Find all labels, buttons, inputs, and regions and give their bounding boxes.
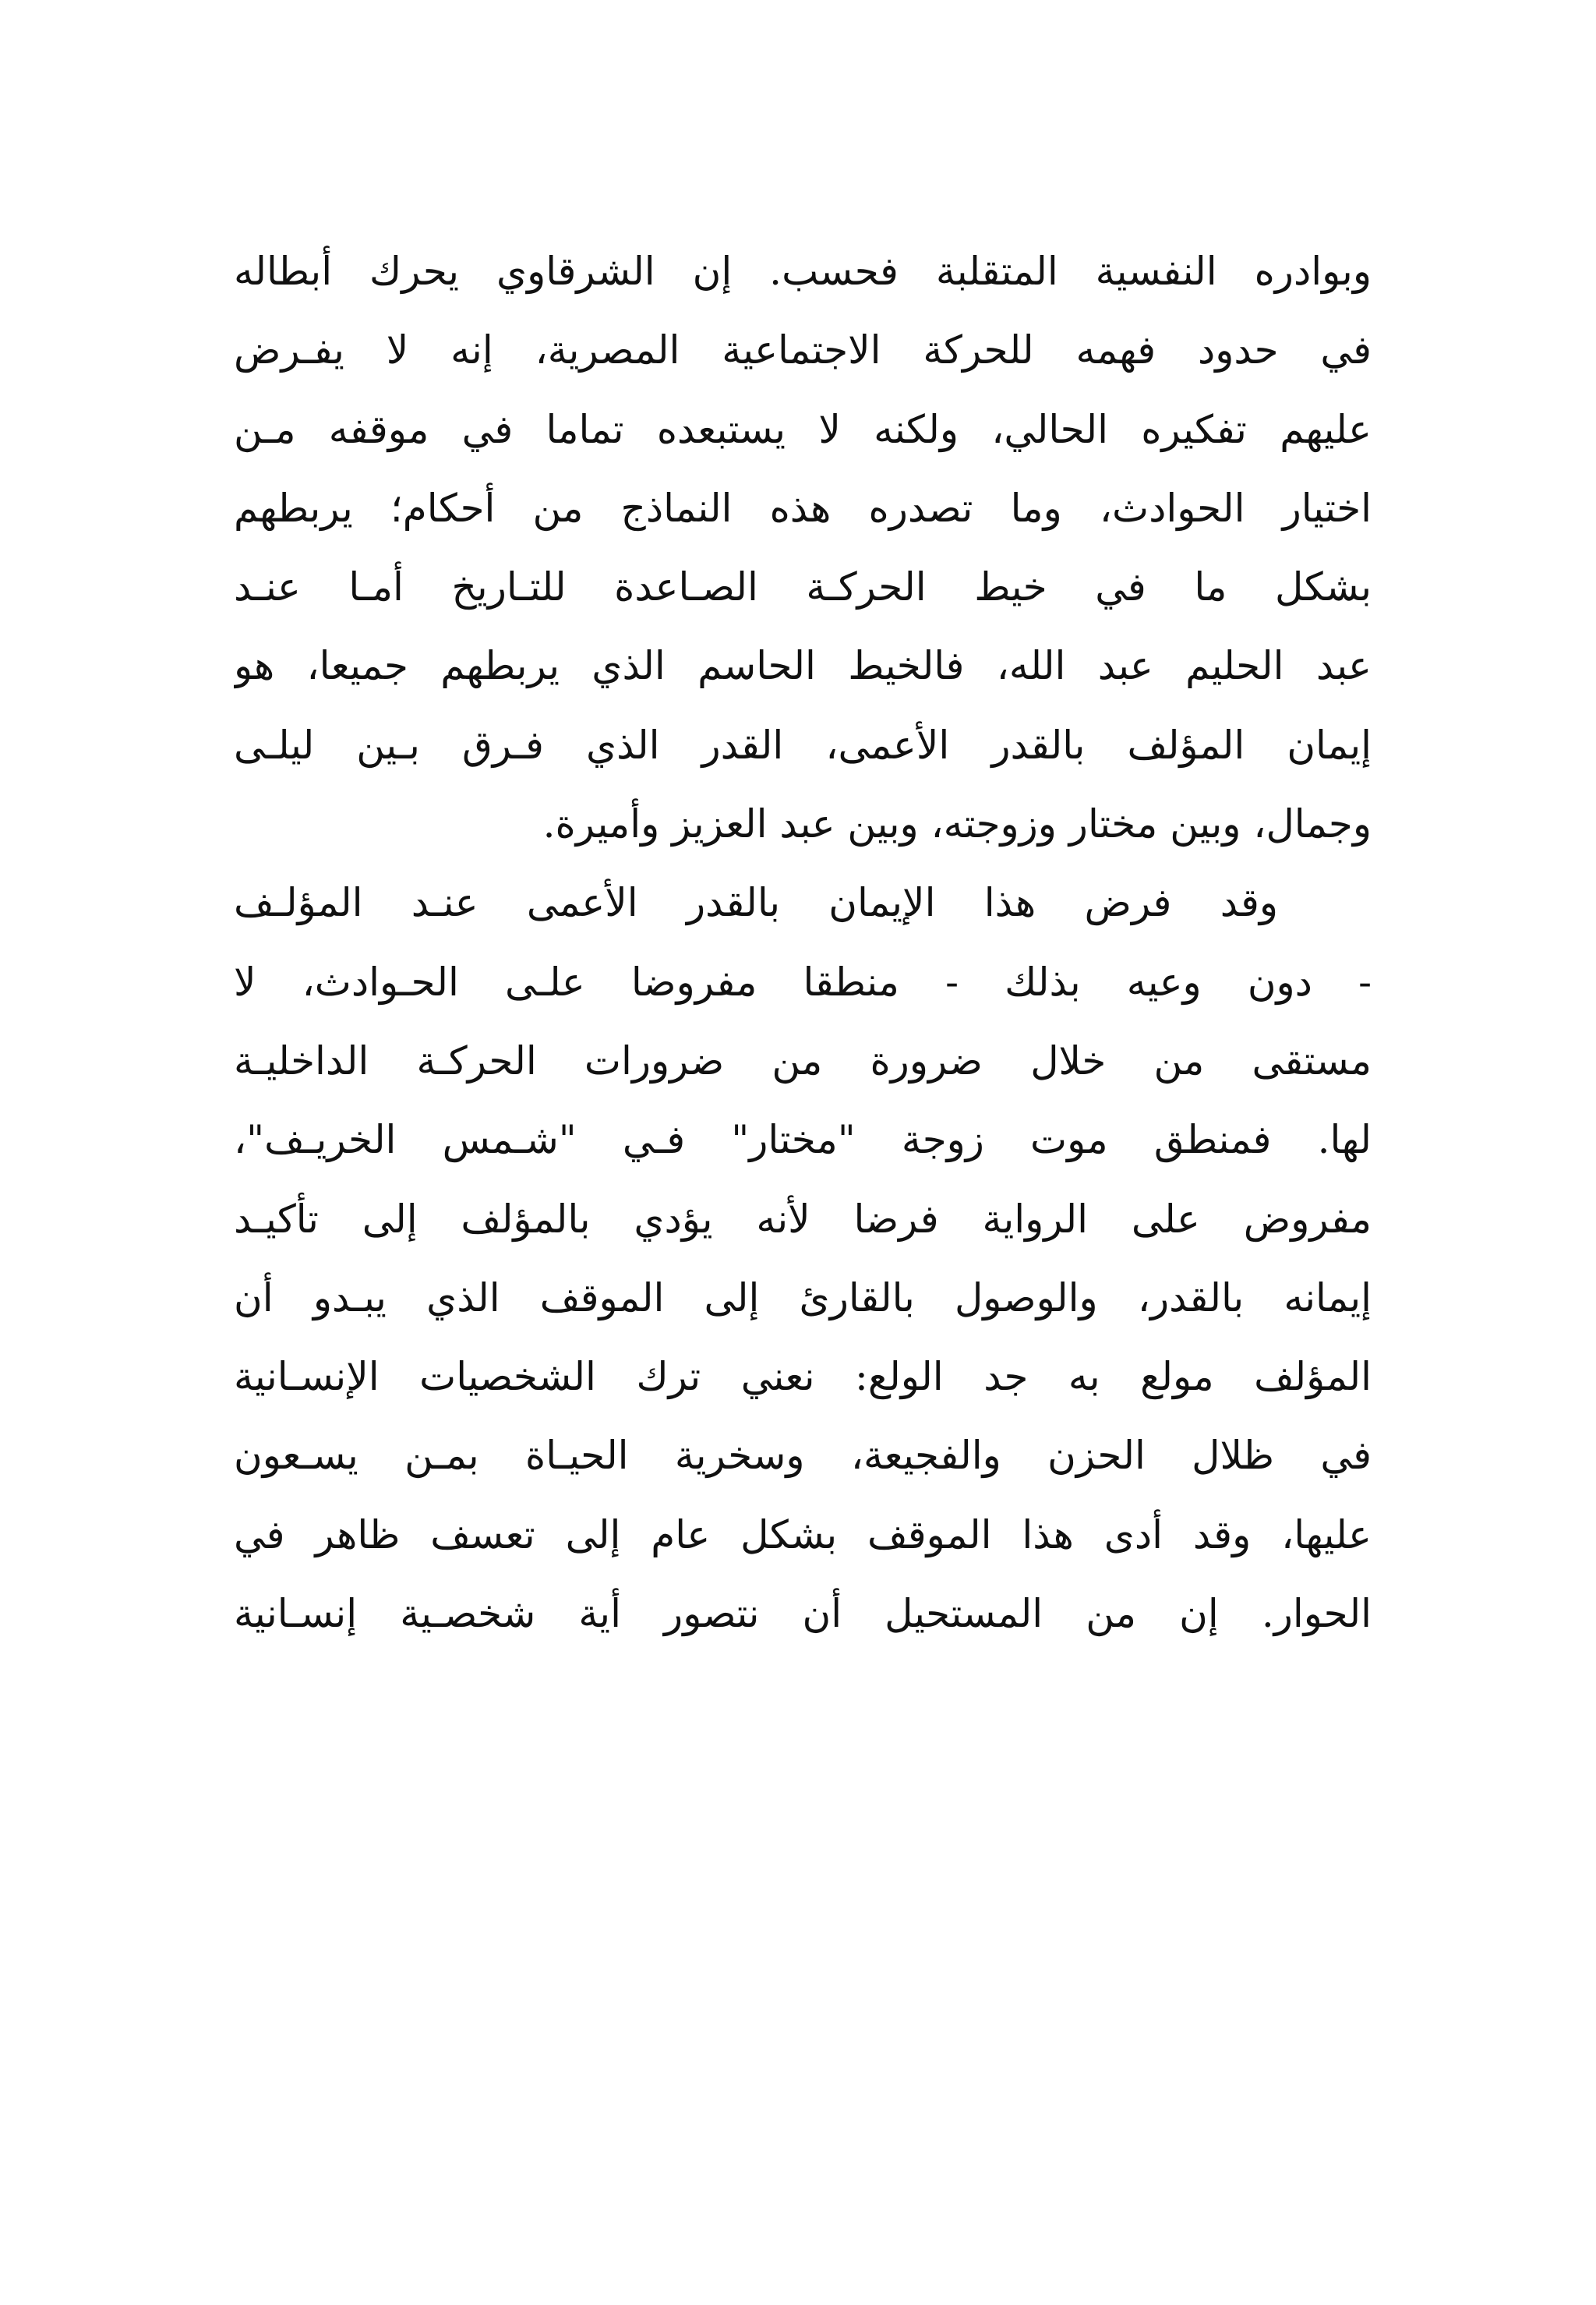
text-line: الحوار. إن من المستحيل أن نتصور أية شخصـية إنسـانية	[234, 1591, 1372, 1637]
text-line: وقد فرض هذا الإيمان بالقدر الأعمى عنـد المؤلـف	[234, 880, 1278, 926]
text-line: إيمان المؤلف بالقدر الأعمى، القدر الذي فـرق بـين ليلـى	[234, 722, 1372, 768]
text-line: عليهم تفكيره الحالي، ولكنه لا يستبعده تماما في موقفه مـن	[234, 406, 1372, 452]
text-line: لها. فمنطق موت زوجة "مختار" فـي "شـمس الخريـف"،	[234, 1117, 1372, 1163]
text-line: وبوادره النفسية المتقلبة فحسب. إن الشرقاوي يحرك أبطاله	[234, 249, 1372, 294]
paragraph	[234, 232, 1372, 864]
body-text	[234, 232, 1372, 1653]
text-line: مستقى من خلال ضرورة من ضرورات الحركـة الداخليـة	[234, 1038, 1372, 1084]
text-line: اختيار الحوادث، وما تصدره هذه النماذج من أحكام؛ يربطهم	[234, 485, 1372, 531]
text-line: في ظلال الحزن والفجيعة، وسخرية الحيـاة بمـن يسـعون	[234, 1433, 1372, 1479]
text-line: عبد الحليم عبد الله، فالخيط الحاسم الذي يربطهم جميعا، هو	[234, 643, 1372, 689]
text-line: إيمانه بالقدر، والوصول بالقارئ إلى الموقف الذي يبـدو أن	[234, 1274, 1372, 1320]
text-line: - دون وعيه بذلك - منطقا مفروضا علـى الحـوادث، لا	[234, 959, 1372, 1005]
text-line: مفروض على الرواية فرضا لأنه يؤدي بالمؤلف إلى تأكيـد	[234, 1196, 1372, 1242]
text-line: المؤلف مولع به جد الولع: نعني ترك الشخصيات الإنسـانية	[234, 1354, 1372, 1400]
text-line: في حدود فهمه للحركة الاجتماعية المصرية، إنه لا يفـرض	[234, 327, 1372, 373]
paragraph	[234, 864, 1372, 1653]
text-line: عليها، وقد أدى هذا الموقف بشكل عام إلى تعسف ظاهر في	[234, 1511, 1372, 1557]
text-line: بشكل ما في خيط الحركـة الصـاعدة للتـاريخ أمـا عنـد	[234, 564, 1372, 610]
text-line: وجمال، وبين مختار وزوجته، وبين عبد العزيز وأميرة.	[542, 801, 1372, 847]
